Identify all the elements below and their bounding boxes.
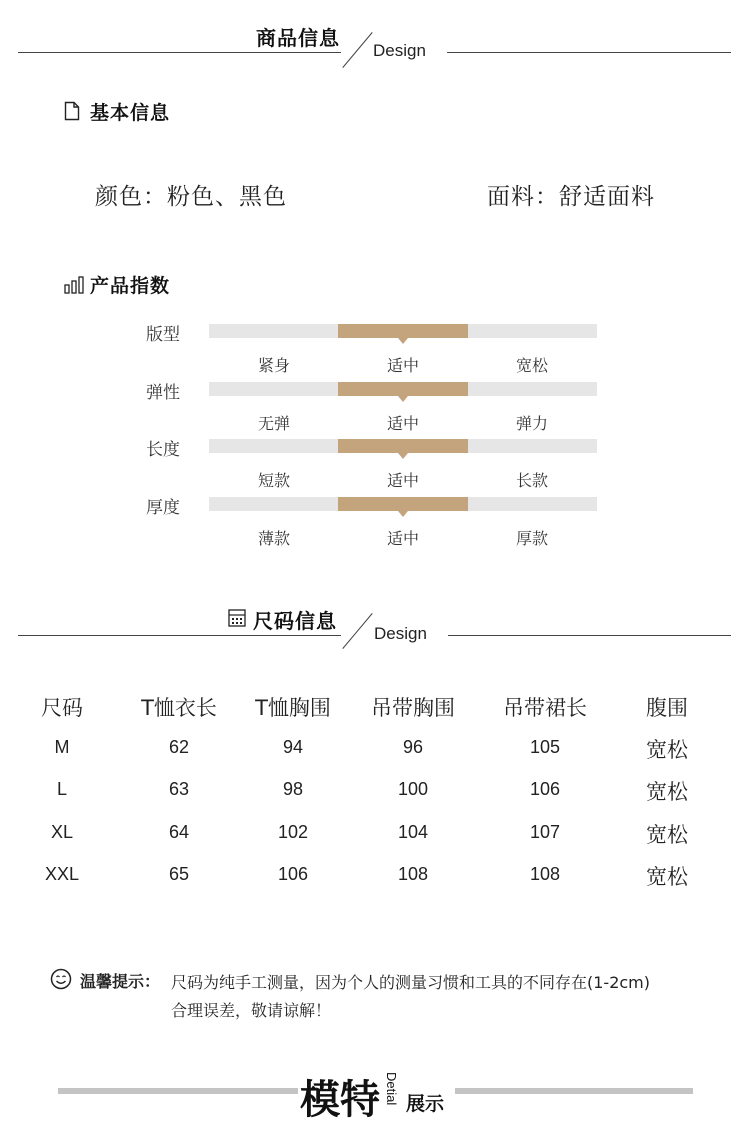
size-table-header: 腹围	[646, 696, 688, 720]
index-option: 适中	[386, 356, 419, 375]
calendar-grid-icon	[228, 609, 246, 627]
index-bar-track	[209, 497, 597, 511]
index-option: 适中	[386, 413, 419, 433]
index-bar-selected	[338, 324, 468, 338]
size-table-cell: 108	[529, 863, 561, 884]
size-table-cell: 106	[529, 779, 561, 800]
index-option: 薄款	[257, 528, 290, 548]
size-table-cell: 62	[168, 737, 190, 757]
size-table-cell: 104	[397, 821, 429, 842]
size-table-cell: 106	[277, 863, 309, 884]
color-info: 颜色：粉色、黑色	[95, 184, 287, 210]
size-table-cell: 105	[529, 737, 561, 757]
size-table-cell: 100	[397, 779, 429, 800]
index-bar-track	[209, 324, 597, 338]
index-option: 紧身	[257, 356, 290, 375]
section2-slash	[342, 613, 372, 649]
size-table-cell: 107	[529, 821, 561, 842]
index-option: 适中	[386, 528, 419, 548]
fabric-info: 面料：舒适面料	[487, 184, 655, 210]
bar-chart-icon	[64, 276, 84, 294]
size-table-header: 尺码	[41, 696, 83, 720]
index-row-label: 厚度	[146, 497, 180, 518]
tip-line-1: 尺码为纯手工测量，因为个人的测量习惯和工具的不同存在(1-2cm)	[171, 973, 651, 992]
index-option: 厚款	[515, 528, 548, 548]
size-table-cell: 108	[397, 863, 429, 884]
index-bar-pointer	[398, 453, 408, 459]
size-table-cell: 94	[282, 737, 304, 757]
section1-line-left	[18, 52, 341, 53]
index-row-label: 版型	[146, 325, 180, 345]
section1-slash	[342, 32, 372, 68]
size-table-cell: 96	[402, 737, 424, 757]
size-table-cell: M	[54, 737, 70, 757]
index-row-label: 弹性	[146, 382, 180, 403]
index-option: 宽松	[515, 356, 548, 375]
product-index-title: 产品指数	[90, 275, 171, 297]
size-table-cell: L	[56, 779, 67, 800]
document-icon	[64, 101, 80, 121]
section1-title: 商品信息	[256, 26, 340, 50]
size-table-cell: 宽松	[646, 780, 688, 805]
model-title: 模特	[300, 1077, 380, 1123]
index-bar-selected	[338, 382, 468, 396]
size-table-cell: 102	[277, 821, 309, 842]
model-line-left	[58, 1088, 298, 1094]
index-bar-track	[209, 382, 597, 396]
section2-title: 尺码信息	[253, 609, 337, 633]
size-table-cell: 宽松	[646, 822, 688, 847]
section1-design: Design	[373, 41, 426, 60]
index-bar-track	[209, 439, 597, 453]
size-table-cell: 64	[168, 821, 190, 842]
index-option: 适中	[386, 471, 419, 490]
model-vertical-text: Detial	[384, 1072, 399, 1106]
tip-line-2: 合理误差，敬请谅解！	[171, 1001, 332, 1020]
size-table-cell: 63	[168, 779, 190, 800]
index-bar-selected	[338, 439, 468, 453]
size-table-cell: 65	[168, 863, 190, 884]
index-option: 长款	[515, 471, 548, 490]
size-table-cell: XL	[50, 821, 74, 842]
index-bar-pointer	[398, 396, 408, 402]
section1-line-right	[447, 52, 731, 53]
size-table-header: 吊带胸围	[371, 696, 455, 720]
size-table-cell: 98	[282, 779, 304, 800]
index-option: 弹力	[515, 413, 548, 433]
size-table-cell: XXL	[44, 863, 80, 884]
model-subtitle: 展示	[406, 1093, 445, 1115]
section2-line-right	[448, 635, 731, 636]
basic-info-title: 基本信息	[90, 102, 171, 124]
section2-design: Design	[374, 624, 427, 643]
size-table-cell: 宽松	[646, 864, 688, 889]
index-row-label: 长度	[146, 440, 180, 460]
size-table-header: 吊带裙长	[503, 696, 587, 720]
tip-label: 温馨提示：	[80, 972, 161, 991]
section2-line-left	[18, 635, 341, 636]
index-bar-selected	[338, 497, 468, 511]
index-bar-pointer	[398, 511, 408, 517]
smile-icon	[50, 968, 72, 990]
model-line-right	[455, 1088, 693, 1094]
size-table-header: T恤胸围	[255, 696, 331, 720]
index-option: 短款	[257, 471, 290, 490]
index-option: 无弹	[257, 413, 290, 433]
size-table-header: T恤衣长	[141, 696, 217, 720]
index-bar-pointer	[398, 338, 408, 344]
size-table-cell: 宽松	[646, 738, 688, 762]
